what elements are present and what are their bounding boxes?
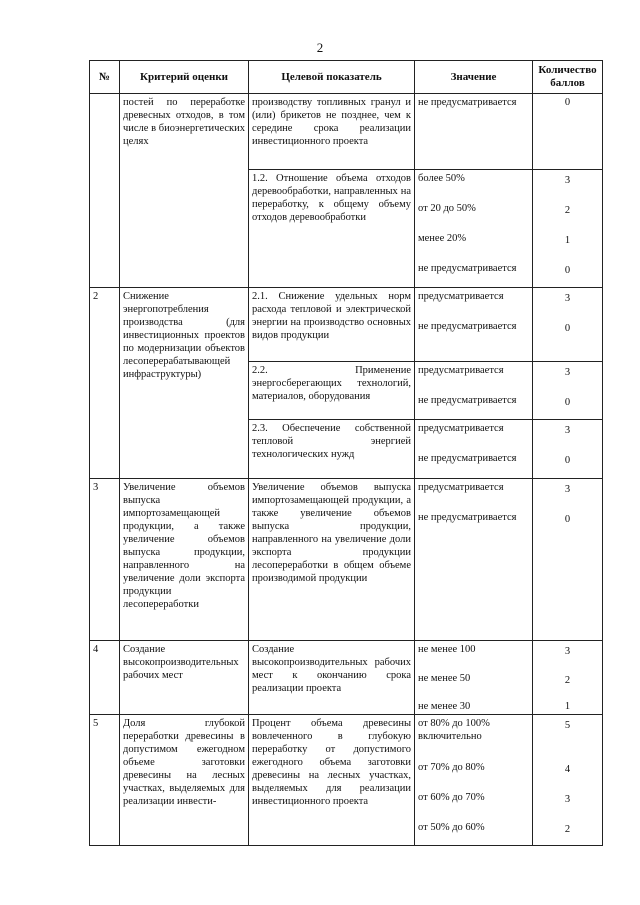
value-item: предусматривается <box>418 482 504 493</box>
value-item: не предусматривается <box>418 97 517 108</box>
value-item: от 60% до 70% <box>418 792 485 803</box>
value-cell <box>415 420 533 479</box>
score-item: 3 <box>564 794 571 805</box>
score-cell <box>533 715 603 846</box>
indicator-cell: производству топливных гранул и (или) брикетов не позднее, чем к середине срока реализации инвестиционного проекта <box>249 94 415 170</box>
score-item: 0 <box>564 97 571 108</box>
header-value: Значение <box>415 61 533 94</box>
score-cell <box>533 641 603 715</box>
indicator-cell: Создание высокопроизводительных рабочих мест к окончанию срока реализации проекта <box>249 641 415 715</box>
value-cell <box>415 479 533 641</box>
score-cell <box>533 420 603 479</box>
score-item: 5 <box>564 720 571 731</box>
value-item: предусматривается <box>418 291 504 302</box>
score-item: 2 <box>564 205 571 216</box>
indicator-cell: 2.3. Обеспечение собственной тепловой энергией технологических нужд <box>249 420 415 479</box>
row-number: 3 <box>90 479 120 641</box>
value-item: от 80% до 100% включительно <box>418 718 490 742</box>
indicator-cell: Увеличение объемов выпуска импортозамещающей продукции, а также увеличение объемов выпуска продукции, направленного на увеличение доли экспорта продукции лесопереработки в общем объеме производимой продукции <box>249 479 415 641</box>
score-item: 3 <box>564 367 571 378</box>
score-item: 0 <box>564 323 571 334</box>
score-item: 0 <box>564 265 571 276</box>
value-item: предусматривается <box>418 423 504 434</box>
value-cell <box>415 641 533 715</box>
row-number: 4 <box>90 641 120 715</box>
value-cell <box>415 288 533 362</box>
value-item: от 70% до 80% <box>418 762 485 773</box>
value-cell <box>415 170 533 288</box>
score-item: 0 <box>564 514 571 525</box>
criterion-cell: Увеличение объемов выпуска импортозамещающей продукции, а также увеличение объемов выпуска продукции, направленного на увеличение доли экспорта продукции лесопереработки <box>120 479 249 641</box>
value-cell <box>415 362 533 420</box>
score-item: 3 <box>564 293 571 304</box>
score-item: 0 <box>564 455 571 466</box>
table-row <box>90 641 603 715</box>
score-item: 3 <box>564 484 571 495</box>
criteria-table <box>89 60 603 846</box>
header-criterion: Критерий оценки <box>120 61 249 94</box>
criterion-cell: Доля глубокой переработки древесины в допустимом ежегодном объеме заготовки древесины на лесных участках, выделяемых для реализации инвести- <box>120 715 249 846</box>
score-cell <box>533 479 603 641</box>
value-item: более 50% <box>418 173 465 184</box>
indicator-cell: 2.1. Снижение удельных норм расхода тепловой и электрической энергии на производство основных видов продукции <box>249 288 415 362</box>
header-indicator: Целевой показатель <box>249 61 415 94</box>
score-item: 3 <box>564 646 571 657</box>
row-number: 2 <box>90 288 120 479</box>
table-header-row <box>90 61 603 94</box>
value-item: не предусматривается <box>418 321 517 332</box>
value-cell <box>415 94 533 170</box>
table-row <box>90 715 603 846</box>
score-item: 4 <box>564 764 571 775</box>
score-item: 3 <box>564 425 571 436</box>
header-num: № <box>90 61 120 94</box>
value-item: не менее 30 <box>418 701 471 712</box>
indicator-cell: Процент объема древесины вовлеченного в глубокую переработку от допустимого ежегодного объема заготовки древесины на лесных участках, выделяемых для реализации инвестиционного проекта <box>249 715 415 846</box>
score-item: 2 <box>564 824 571 835</box>
table-row <box>90 479 603 641</box>
score-item: 1 <box>564 235 571 246</box>
row-number <box>90 94 120 288</box>
table-row <box>90 288 603 362</box>
score-cell <box>533 362 603 420</box>
value-item: не предусматривается <box>418 263 517 274</box>
header-score: Количество баллов <box>533 61 603 94</box>
score-item: 0 <box>564 397 571 408</box>
score-item: 3 <box>564 175 571 186</box>
value-item: от 50% до 60% <box>418 822 485 833</box>
criterion-cell: постей по переработке древесных отходов, в том числе в биоэнергетических целях <box>120 94 249 288</box>
value-cell <box>415 715 533 846</box>
value-item: предусматривается <box>418 365 504 376</box>
indicator-cell: 2.2. Применение энергосберегающих технологий, материалов, оборудования <box>249 362 415 420</box>
value-item: не предусматривается <box>418 512 517 523</box>
value-item: не предусматривается <box>418 395 517 406</box>
value-item: от 20 до 50% <box>418 203 476 214</box>
value-item: менее 20% <box>418 233 467 244</box>
value-item: не менее 100 <box>418 644 476 655</box>
score-cell <box>533 94 603 170</box>
page-number: 2 <box>316 40 324 55</box>
row-number: 5 <box>90 715 120 846</box>
score-item: 1 <box>564 701 571 712</box>
value-item: не менее 50 <box>418 673 471 684</box>
criterion-cell: Снижение энергопотребления производства (для инвестиционных проектов по модернизации объектов лесоперерабатывающей инфраструктуры) <box>120 288 249 479</box>
criterion-cell: Создание высокопроизводительных рабочих мест <box>120 641 249 715</box>
score-cell <box>533 288 603 362</box>
score-cell <box>533 170 603 288</box>
score-item: 2 <box>564 675 571 686</box>
value-item: не предусматривается <box>418 453 517 464</box>
table-row <box>90 94 603 170</box>
indicator-cell: 1.2. Отношение объема отходов деревообработки, направленных на переработку, к общему объему отходов деревообработки <box>249 170 415 288</box>
